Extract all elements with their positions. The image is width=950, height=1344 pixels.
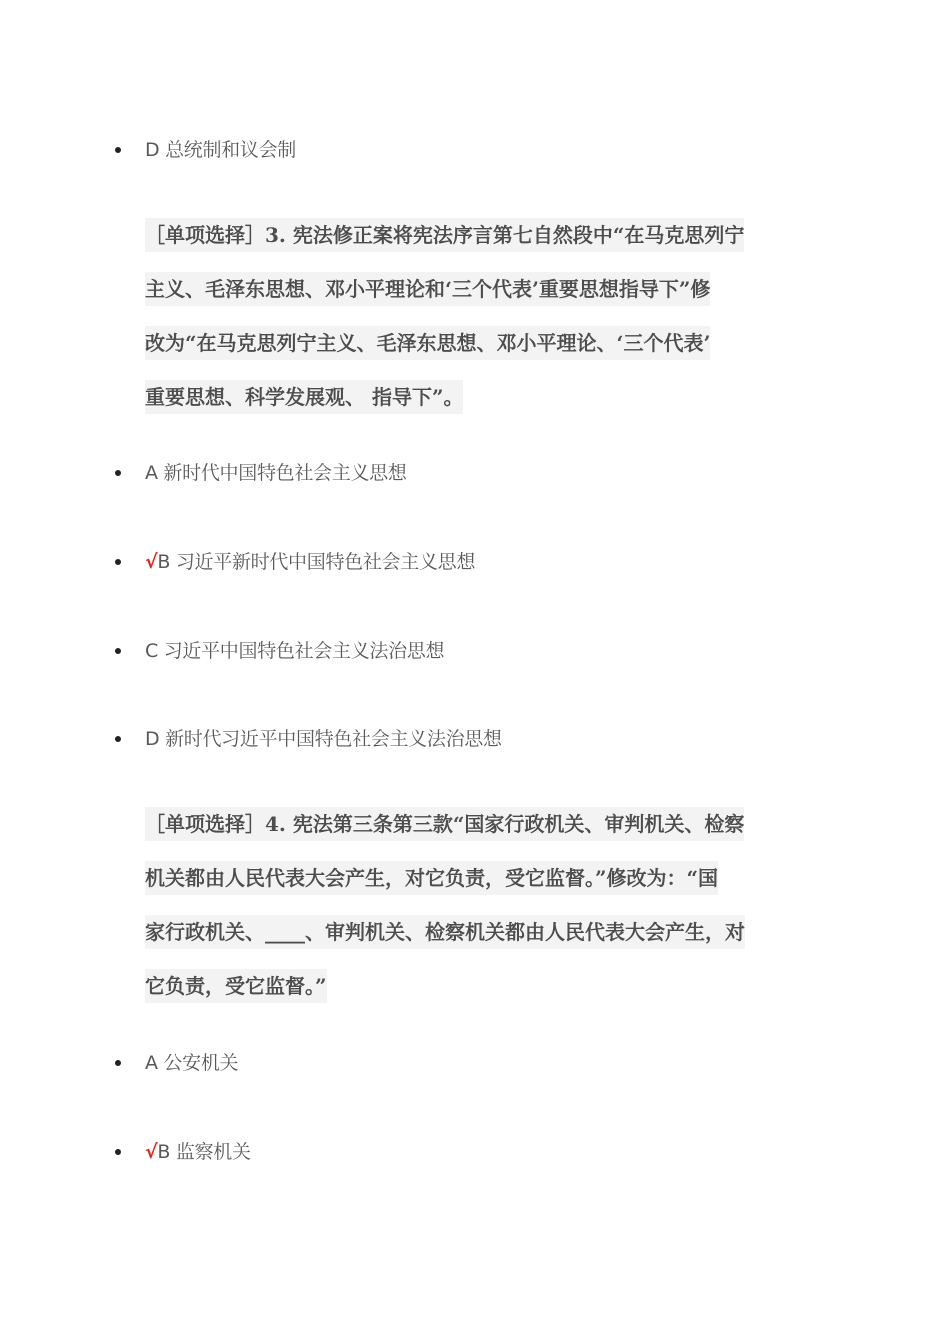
option-text: B 监察机关 (157, 1141, 251, 1163)
bullet-icon (115, 470, 121, 476)
bullet-icon (115, 147, 121, 153)
question-4 (145, 807, 795, 1023)
option-q2-d[interactable] (145, 137, 296, 163)
option-text: D 新时代习近平中国特色社会主义法治思想 (145, 728, 502, 750)
option-q3-b[interactable] (145, 549, 475, 575)
checkmark-icon: √ (145, 1141, 158, 1163)
question-3-line-4: 重要思想、科学发展观、 指导下”。 (145, 380, 463, 414)
option-text: C 习近平中国特色社会主义法治思想 (145, 640, 445, 662)
question-4-line-1: ［单项选择］4. 宪法第三条第三款“国家行政机关、审判机关、检察 (145, 807, 744, 841)
question-3-line-2: 主义、毛泽东思想、邓小平理论和‘三个代表’重要思想指导下”修 (145, 272, 710, 306)
option-text: B 习近平新时代中国特色社会主义思想 (157, 551, 476, 573)
question-4-line-2: 机关都由人民代表大会产生，对它负责，受它监督。”修改为：“国 (145, 861, 718, 895)
question-4-line-3: 家行政机关、____、审判机关、检察机关都由人民代表大会产生，对 (145, 915, 745, 949)
option-text: D 总统制和议会制 (145, 139, 296, 161)
question-3 (145, 218, 795, 434)
option-q3-d[interactable] (145, 726, 502, 752)
checkmark-icon: √ (145, 551, 158, 573)
option-q3-c[interactable] (145, 638, 444, 664)
bullet-icon (115, 1149, 121, 1155)
option-text: A 新时代中国特色社会主义思想 (145, 462, 407, 484)
option-q4-b[interactable] (145, 1139, 251, 1165)
question-3-line-3: 改为“在马克思列宁主义、毛泽东思想、邓小平理论、‘三个代表’ (145, 326, 710, 360)
option-q4-a[interactable] (145, 1050, 238, 1076)
bullet-icon (115, 648, 121, 654)
option-text: A 公安机关 (145, 1052, 239, 1074)
question-4-line-4: 它负责，受它监督。” (145, 969, 327, 1003)
question-3-line-1: ［单项选择］3. 宪法修正案将宪法序言第七自然段中“在马克思列宁 (145, 218, 744, 252)
bullet-icon (115, 736, 121, 742)
bullet-icon (115, 559, 121, 565)
option-q3-a[interactable] (145, 460, 407, 486)
bullet-icon (115, 1060, 121, 1066)
